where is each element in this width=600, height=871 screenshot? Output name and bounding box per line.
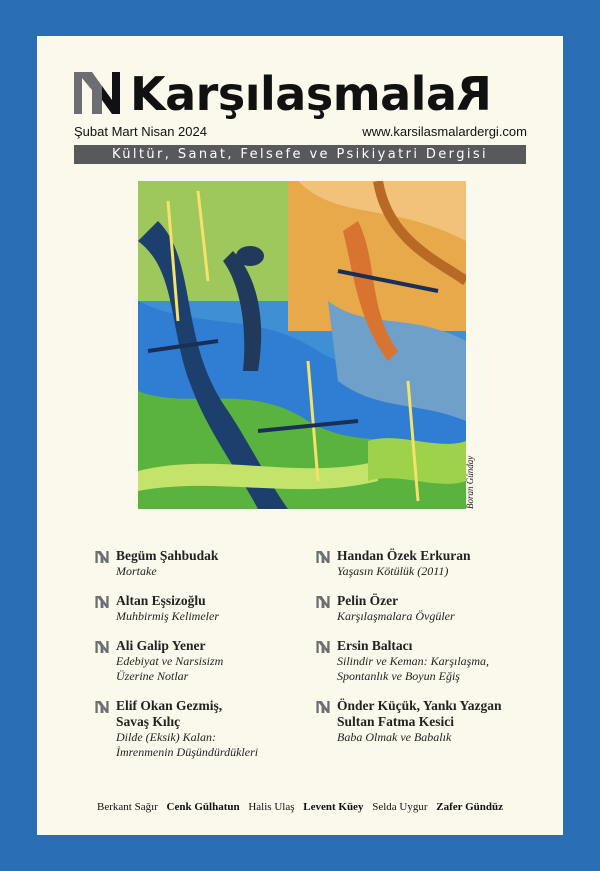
contributors-line [37,801,563,813]
toc-title: Dilde (Eksik) Kalan: [116,730,216,744]
logo-mark-icon [316,596,330,608]
toc-entry [316,698,502,745]
mirrored-letter: R [456,67,492,121]
tagline-bar: Kültür, Sanat, Felsefe ve Psikiyatri Dergisi [74,145,526,164]
logo-mark-icon [316,551,330,563]
toc-title: Mortake [116,564,157,578]
magazine-title: KarşılaşmalaR [130,67,492,121]
magazine-cover [37,36,563,835]
toc-title: İmrenmenin Düşündürdükleri [116,745,259,759]
contributor-name: Zafer Gündüz [436,801,503,813]
contributor-name: Halis Ulaş [248,801,295,813]
logo-mark-icon [316,641,330,653]
website-url: www.karsilasmalardergi.com [362,124,527,139]
contributor-name: Selda Uygur [372,801,428,813]
toc-author: Altan Eşsizoğlu [116,593,206,608]
artist-credit: Boran Günday [465,455,475,509]
toc-author: Ersin Baltacı [337,638,413,653]
logo-mark-icon [95,701,109,713]
contributor-name: Cenk Gülhatun [166,801,240,813]
toc-author: Sultan Fatma Kesici [337,714,454,729]
toc-author: Savaş Kılıç [116,714,181,729]
logo-mark-icon [316,701,330,713]
toc-entry [95,548,218,579]
toc-entry [316,638,489,684]
contributor-name: Levent Küey [303,801,364,813]
toc-title: Spontanlık ve Boyun Eğiş [337,669,460,683]
toc-author: Pelin Özer [337,593,399,608]
toc-entry [95,593,219,624]
toc-entry [316,548,471,579]
toc-author: Elif Okan Gezmiş, [116,698,223,713]
toc-title: Karşılaşmalara Övgüler [337,609,455,623]
toc-author: Ali Galip Yener [116,638,206,653]
toc-entry [95,698,258,760]
toc-author: Handan Özek Erkuran [337,548,471,563]
toc-title: Üzerine Notlar [116,669,189,683]
logo-mark-icon [95,551,109,563]
logo-mark-icon [95,641,109,653]
toc-author: Önder Küçük, Yankı Yazgan [337,698,502,713]
toc-entry [95,638,223,684]
toc-title: Muhbirmiş Kelimeler [116,609,219,623]
toc-title: Edebiyat ve Narsisizm [116,654,224,668]
logo-mark-icon [74,72,120,114]
cover-artwork [138,181,466,509]
toc-title: Yaşasın Kötülük (2011) [337,564,449,578]
logo-mark-icon [95,596,109,608]
toc-entry [316,593,455,624]
toc-title: Baba Olmak ve Babalık [337,730,452,744]
issue-date: Şubat Mart Nisan 2024 [74,124,207,139]
toc-title: Silindir ve Keman: Karşılaşma, [337,654,489,668]
contributor-name: Berkant Sağır [97,801,158,813]
toc-author: Begüm Şahbudak [116,548,219,563]
